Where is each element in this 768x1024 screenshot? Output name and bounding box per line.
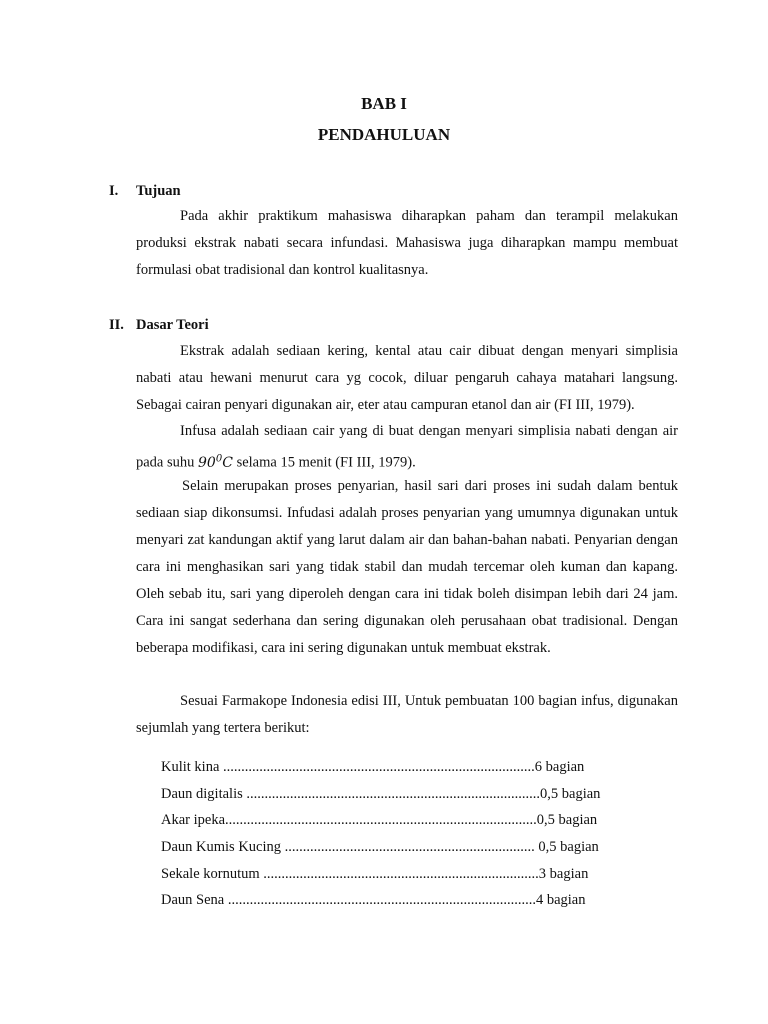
section-heading-dasar-teori xyxy=(109,317,209,334)
paragraph: Sesuai Farmakope Indonesia edisi III, Untuk pembuatan 100 bagian infus, digunakan sejumlah yang tertera berikut: xyxy=(136,693,678,736)
section-title: Tujuan xyxy=(136,183,181,199)
paragraph: Pada akhir praktikum mahasiswa diharapkan paham dan terampil melakukan produksi ekstrak nabati secara infundasi. Mahasiswa juga diharapkan mampu membuat formulasi obat tradisional dan kontrol kualitasnya. xyxy=(136,208,678,278)
temperature-value: $90^0C$ xyxy=(198,453,233,471)
list-item: Sekale kornutum ............................................................................3 bagian xyxy=(161,865,589,882)
list-item: Daun Kumis Kucing ..................................................................... 0,5 bagian xyxy=(161,839,599,856)
paragraph: Selain merupakan proses penyarian, hasil sari dari proses ini sudah dalam bentuk sediaan siap dikonsumsi. Infudasi adalah proses penyarian yang umumnya digunakan untuk menyari zat kandungan aktif yang larut dalam air dan bahan-bahan nabati. Penyarian dengan cara ini menghasikan sari yang tidak stabil dan mudah tercemar oleh kuman dan kapang. Oleh sebab itu, sari yang diperoleh dengan cara ini tidak boleh disimpan lebih dari 24 jam. Cara ini sangat sederhana dan sering digunakan oleh perusahaan obat tradisional. Dengan beberapa modifikasi, cara ini sering digunakan untuk membuat ekstrak. xyxy=(136,478,678,656)
ingredient-list xyxy=(161,756,631,916)
paragraph: Ekstrak adalah sediaan kering, kental atau cair dibuat dengan menyari simplisia nabati atau hewani menurut cara yg cocok, diluar pengaruh cahaya matahari langsung. Sebagai cairan penyari digunakan air, eter atau campuran etanol dan air (FI III, 1979). xyxy=(136,343,678,413)
chapter-number: BAB I xyxy=(361,94,407,113)
section-number: I. xyxy=(109,183,119,199)
list-item: Akar ipeka......................................................................................0,5 bagian xyxy=(161,812,598,829)
chapter-title: PENDAHULUAN xyxy=(317,125,451,144)
paragraph-infusa: Infusa adalah sediaan cair yang di buat dengan menyari simplisia nabati dengan air pada suhu $90^0C$ selama 15 menit (FI III, 1979). xyxy=(136,423,678,471)
list-item: Kulit kina ......................................................................................6 bagian xyxy=(161,759,585,775)
section-title: Dasar Teori xyxy=(136,317,209,333)
section-heading-tujuan xyxy=(109,183,181,200)
list-item: Daun Sena .....................................................................................4 bagian xyxy=(161,892,586,909)
section-number: II. xyxy=(109,317,124,333)
list-item: Daun digitalis .................................................................................0,5 bagian xyxy=(161,785,601,802)
